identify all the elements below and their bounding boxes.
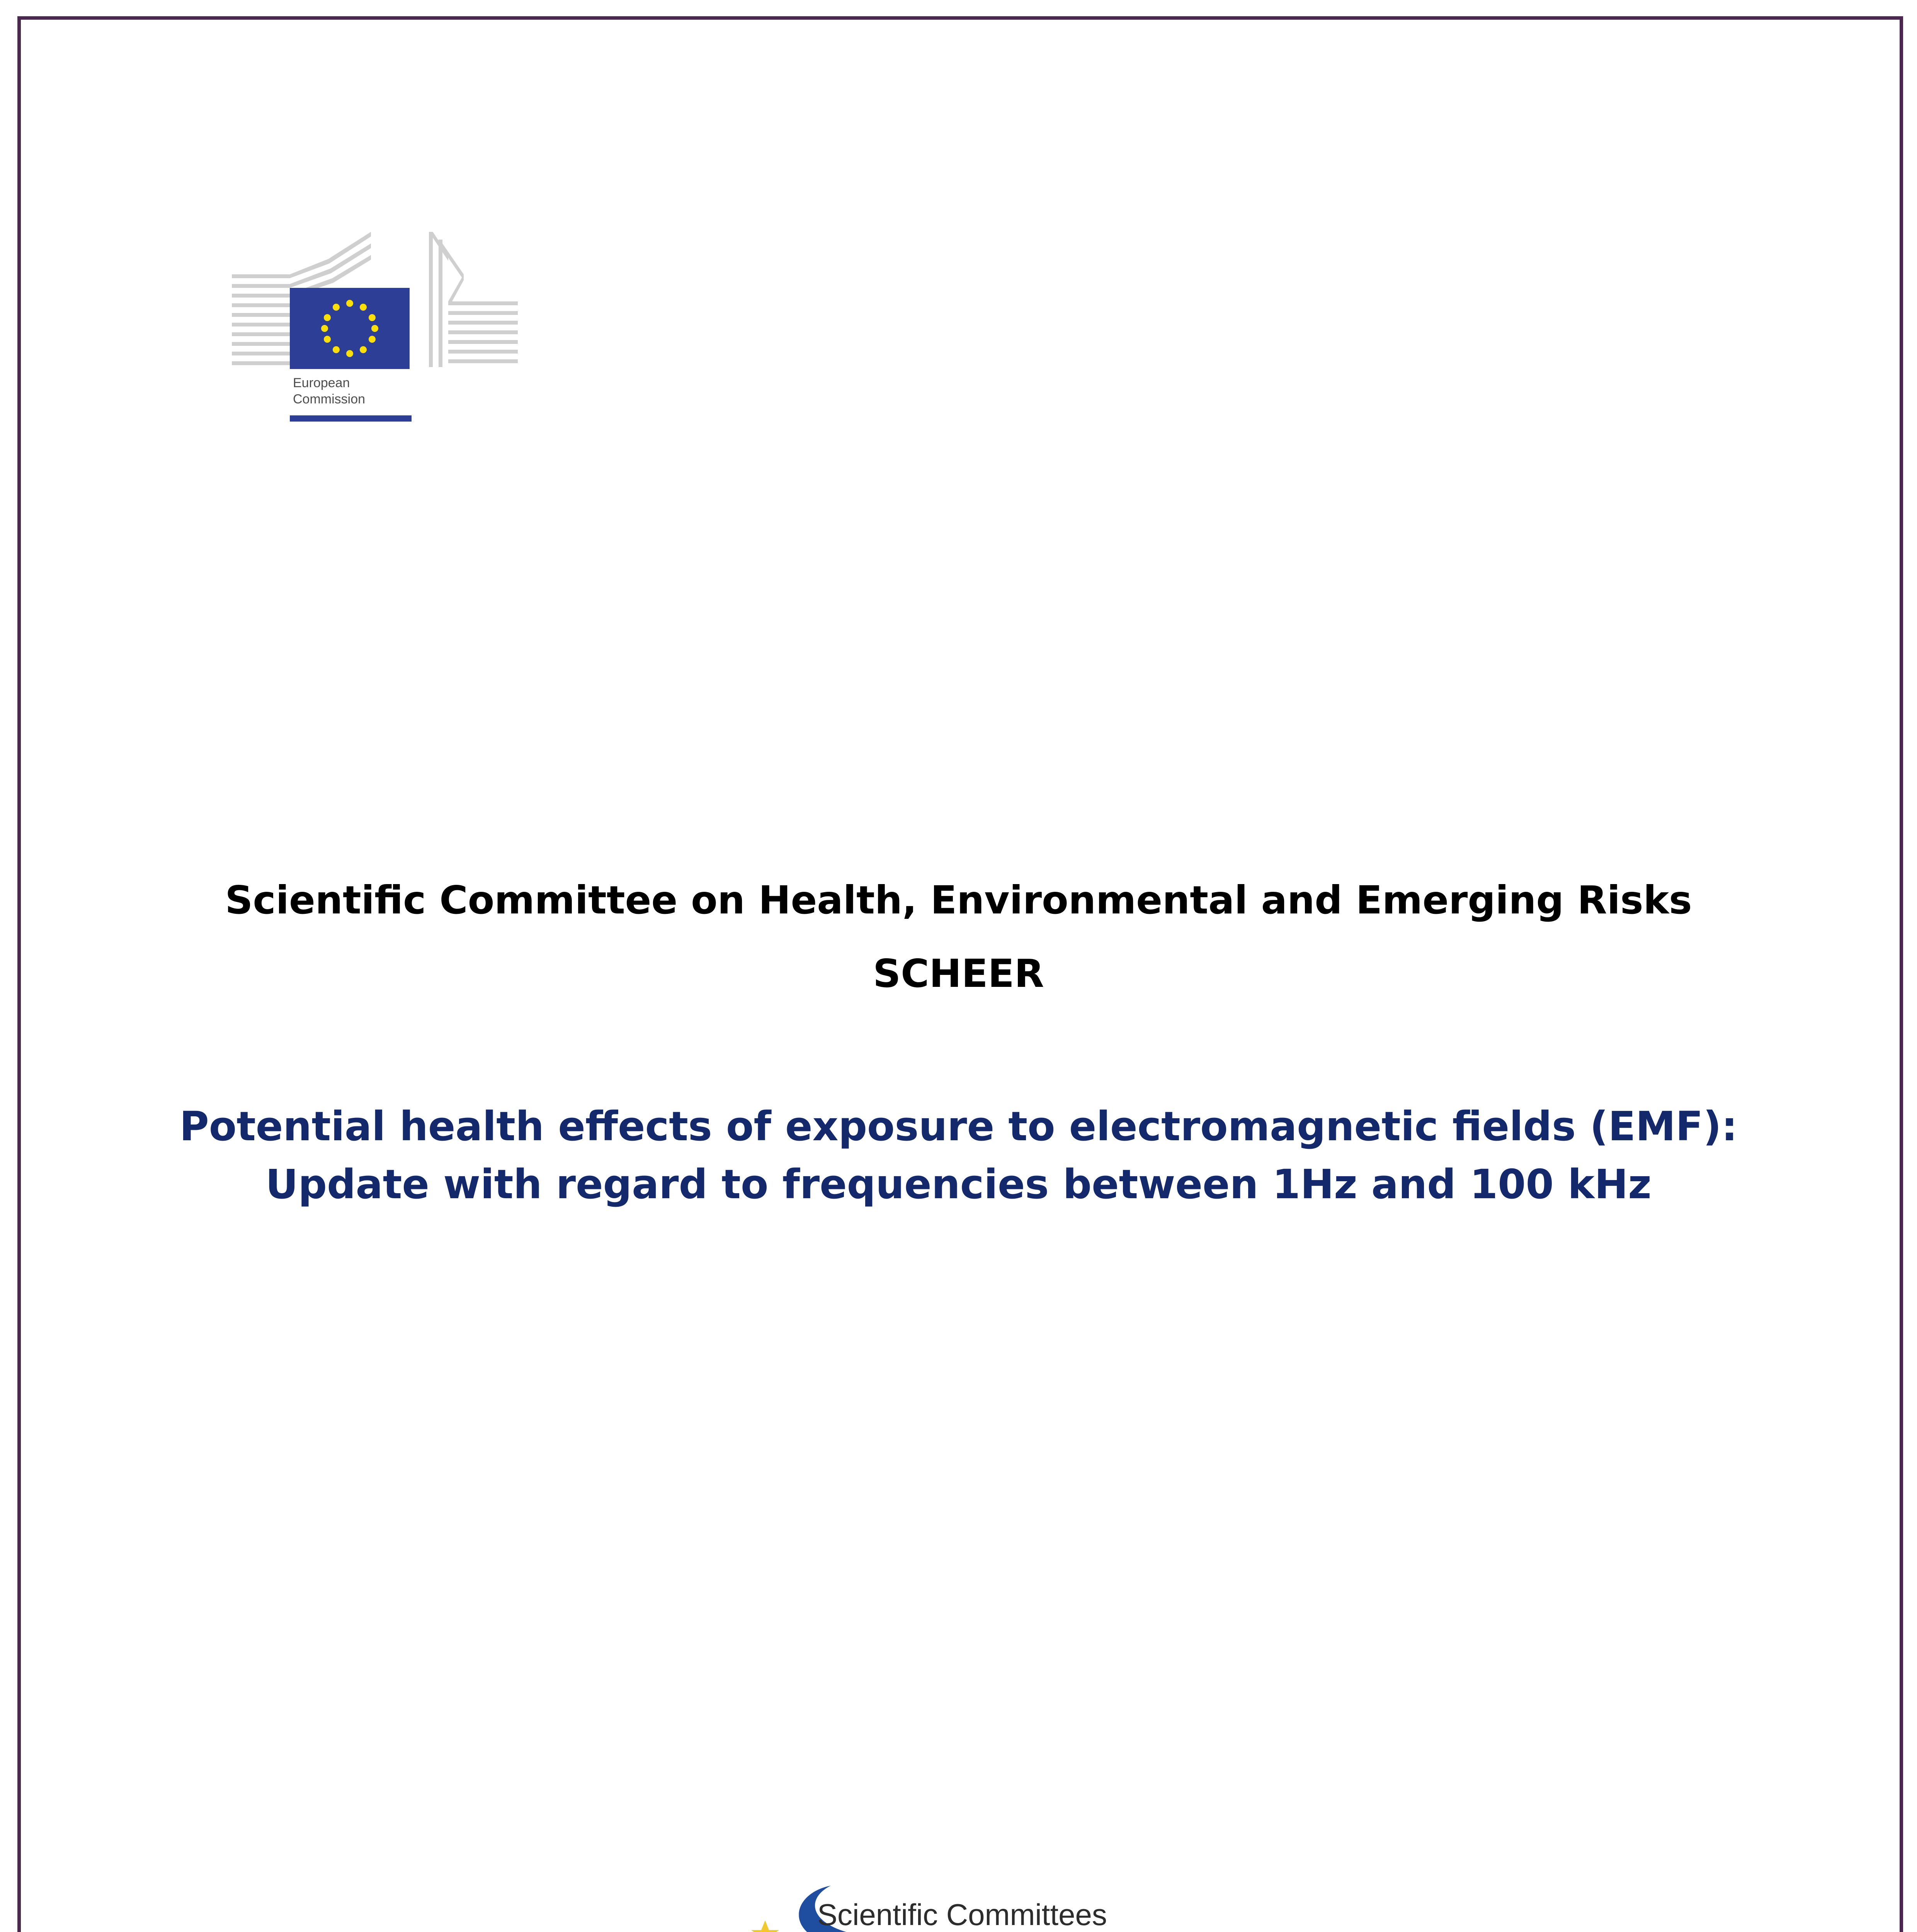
ec-logo-line2: Commission [293, 392, 366, 406]
ec-logo-text [293, 375, 417, 407]
sc-logo-title: Scientific Committees [817, 1898, 1107, 1932]
committee-abbreviation: SCHEER [873, 951, 1044, 996]
ec-logo-line1: European [293, 376, 350, 390]
scientific-committees-logo [742, 1878, 1206, 1932]
document-title-line1: Potential health effects of exposure to electromagnetic fields (EMF): [179, 1103, 1738, 1150]
document-title [0, 1097, 1917, 1213]
european-commission-logo [232, 232, 518, 433]
document-title-line2: Update with regard to frequencies between 1Hz and 100 kHz [265, 1161, 1652, 1208]
committee-title: Scientific Committee on Health, Environmental and Emerging Risks [225, 878, 1692, 923]
